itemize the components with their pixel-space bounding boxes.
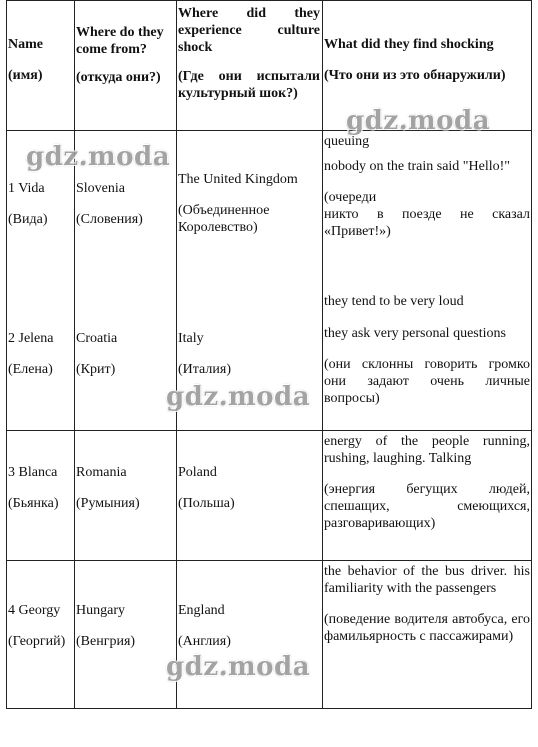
header-from-cell bbox=[76, 24, 174, 86]
table-border-right bbox=[531, 0, 532, 709]
row2-from-ru: (Крит) bbox=[76, 362, 116, 377]
row4-where-cell bbox=[178, 602, 320, 650]
header-name-cell bbox=[8, 36, 72, 84]
watermark: gdz.moda bbox=[166, 382, 311, 412]
row1-what-en-2: nobody on the train said "Hello!" bbox=[324, 159, 511, 174]
row3-from-cell bbox=[76, 464, 174, 512]
row3-what-cell bbox=[324, 433, 530, 532]
column-divider bbox=[322, 0, 323, 709]
column-divider bbox=[176, 0, 177, 709]
table-border-bottom bbox=[6, 708, 532, 709]
row3-where-ru: (Польша) bbox=[178, 496, 235, 511]
row4-name-ru: (Георгий) bbox=[8, 634, 66, 649]
row4-name-cell bbox=[8, 602, 72, 650]
row3-name-en: 3 Blanca bbox=[8, 465, 58, 480]
row2-what-ru-1: (они склонны говорить громко они задают очень личные вопросы) bbox=[324, 357, 530, 406]
header-where-en: Where did they experience culture shock bbox=[178, 6, 320, 55]
column-divider bbox=[74, 0, 75, 709]
row4-from-cell bbox=[76, 602, 174, 650]
row3-name-ru: (Бьянка) bbox=[8, 496, 59, 511]
header-what-ru: (Что они из это обнаружили) bbox=[324, 68, 506, 83]
header-from-ru: (откуда они?) bbox=[76, 70, 161, 85]
row1-name-en: 1 Vida bbox=[8, 181, 45, 196]
row1-from-en: Slovenia bbox=[76, 181, 125, 196]
watermark: gdz.moda bbox=[346, 106, 491, 136]
row3-where-cell bbox=[178, 464, 320, 512]
table-border-left bbox=[6, 0, 7, 709]
row1-what-en-1: queuing bbox=[324, 134, 370, 149]
row2-from-en: Croatia bbox=[76, 331, 118, 346]
row4-what-ru-1: (поведение водителя автобуса, его фамильярность с пассажирами) bbox=[324, 612, 530, 644]
row2-where-ru: (Италия) bbox=[178, 362, 231, 377]
row-divider bbox=[6, 430, 532, 431]
row1-name-cell bbox=[8, 180, 72, 228]
row3-name-cell bbox=[8, 464, 72, 512]
row1-from-ru: (Словения) bbox=[76, 212, 143, 227]
row4-from-ru: (Венгрия) bbox=[76, 634, 136, 649]
header-what-cell bbox=[324, 36, 530, 84]
row4-from-en: Hungary bbox=[76, 603, 125, 618]
row3-what-en-1: energy of the people running, rushing, laughing. Talking bbox=[324, 434, 530, 466]
header-where-ru: (Где они испытали культурный шок?) bbox=[178, 69, 320, 101]
row4-what-en-1: the behavior of the bus driver. his familiarity with the passengers bbox=[324, 564, 530, 596]
row-divider bbox=[6, 0, 532, 1]
header-name-en: Name bbox=[8, 37, 43, 52]
row2-what-en-2: they ask very personal questions bbox=[324, 326, 506, 341]
row2-what-en-1: they tend to be very loud bbox=[324, 294, 464, 309]
row-divider bbox=[6, 560, 532, 561]
row2-where-cell bbox=[178, 330, 320, 378]
row1-where-en: The United Kingdom bbox=[178, 172, 298, 187]
row1-where-ru: (Объединенное Королевство) bbox=[178, 203, 270, 235]
row1-what-ru-2: никто в поезде не сказал «Привет!») bbox=[324, 207, 530, 239]
row2-name-ru: (Елена) bbox=[8, 362, 53, 377]
row3-from-en: Romania bbox=[76, 465, 127, 480]
row2-name-cell bbox=[8, 330, 72, 378]
row2-name-en: 2 Jelena bbox=[8, 331, 54, 346]
row4-where-ru: (Англия) bbox=[178, 634, 231, 649]
watermark: gdz.moda bbox=[166, 652, 311, 682]
row4-where-en: England bbox=[178, 603, 225, 618]
row2-from-cell bbox=[76, 330, 174, 378]
row1-what-ru-1: (очереди bbox=[324, 190, 377, 205]
header-what-en: What did they find shocking bbox=[324, 37, 494, 52]
row4-name-en: 4 Georgy bbox=[8, 603, 61, 618]
row3-where-en: Poland bbox=[178, 465, 217, 480]
row3-what-ru-1: (энергия бегущих людей, спешащих, смеющихся, разговаривающих) bbox=[324, 482, 530, 531]
row1-name-ru: (Вида) bbox=[8, 212, 48, 227]
header-where-cell bbox=[178, 5, 320, 102]
row3-from-ru: (Румыния) bbox=[76, 496, 140, 511]
row4-what-cell bbox=[324, 563, 530, 645]
header-name-ru: (имя) bbox=[8, 68, 43, 83]
row2-where-en: Italy bbox=[178, 331, 204, 346]
row1-what-cell bbox=[324, 133, 530, 240]
row1-from-cell bbox=[76, 180, 174, 228]
header-from-en: Where do they come from? bbox=[76, 25, 164, 57]
row2-what-cell bbox=[324, 293, 530, 407]
watermark: gdz.moda bbox=[26, 142, 171, 172]
row1-where-cell bbox=[178, 171, 320, 236]
